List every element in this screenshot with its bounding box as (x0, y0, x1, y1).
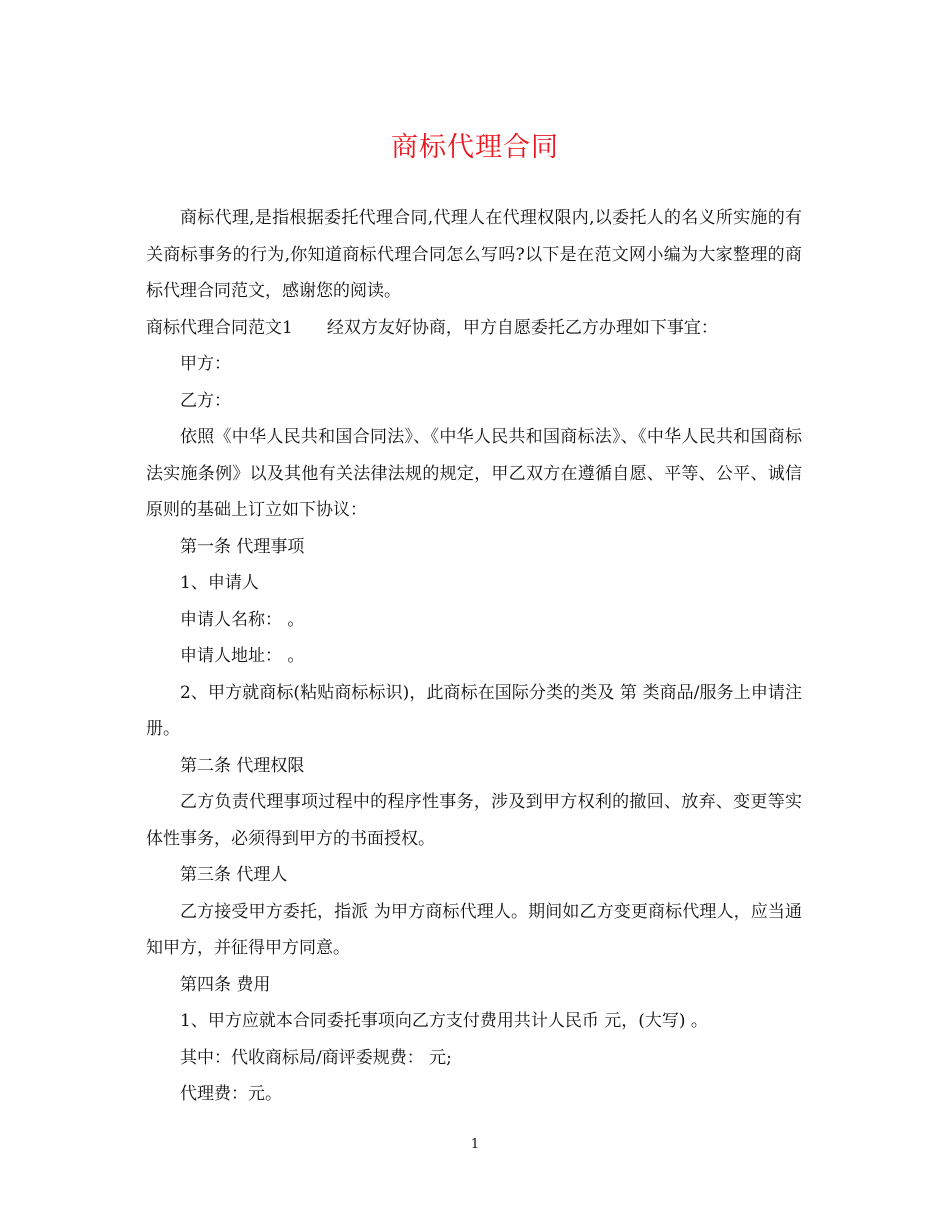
document-title: 商标代理合同 (391, 132, 559, 163)
document-body (146, 200, 802, 1113)
article-3-text: 乙方接受甲方委托，指派 为甲方商标代理人。期间如乙方变更商标代理人，应当通知甲方，并征得甲方同意。 (146, 901, 802, 958)
article-4-item-1: 1、甲方应就本合同委托事项向乙方支付费用共计人民币 元，(大写) 。 (180, 1011, 708, 1031)
article-3-title: 第三条 代理人 (180, 865, 288, 885)
article-1-title: 第一条 代理事项 (180, 536, 305, 557)
article-4-title: 第四条 费用 (180, 974, 271, 995)
page-number: 1 (470, 1137, 480, 1152)
article-2-text: 乙方负责代理事项过程中的程序性事务，涉及到甲方权利的撤回、放弃、变更等实体性事务，必须得到甲方的书面授权。 (146, 792, 802, 849)
party-a: 甲方： (180, 354, 231, 374)
sample-intro: 经双方友好协商，甲方自愿委托乙方办理如下事宜： (326, 317, 718, 338)
fee-agency: 代理费：元。 (180, 1084, 282, 1104)
legal-basis-paragraph: 依照《中华人民共和国合同法》、《中华人民共和国商标法》、《中华人民共和国商标法实施条例》以及其他有关法律法规的规定，甲乙双方在遵循自愿、平等、公平、诚信原则的基础上订立如下协议： (146, 427, 802, 520)
sample-heading: 商标代理合同范文1 (146, 317, 293, 338)
applicant-name: 申请人名称： 。 (180, 609, 305, 630)
intro-paragraph: 商标代理,是指根据委托代理合同,代理人在代理权限内,以委托人的名义所实施的有关商标事务的行为,你知道商标代理合同怎么写吗?以下是在范文网小编为大家整理的商标代理合同范文，感谢您的阅读。 (146, 208, 802, 301)
fee-official: 其中：代收商标局/商评委规费： 元; (180, 1047, 452, 1068)
sample-heading-line (146, 310, 802, 347)
article-2-title: 第二条 代理权限 (180, 755, 305, 776)
article-1-item-1: 1、申请人 (180, 573, 259, 593)
article-1-item-2: 2、甲方就商标(粘贴商标标识)，此商标在国际分类的类及 第 类商品/服务上申请注册。 (146, 682, 802, 739)
applicant-address: 申请人地址： 。 (180, 646, 305, 666)
party-b: 乙方： (180, 390, 231, 411)
